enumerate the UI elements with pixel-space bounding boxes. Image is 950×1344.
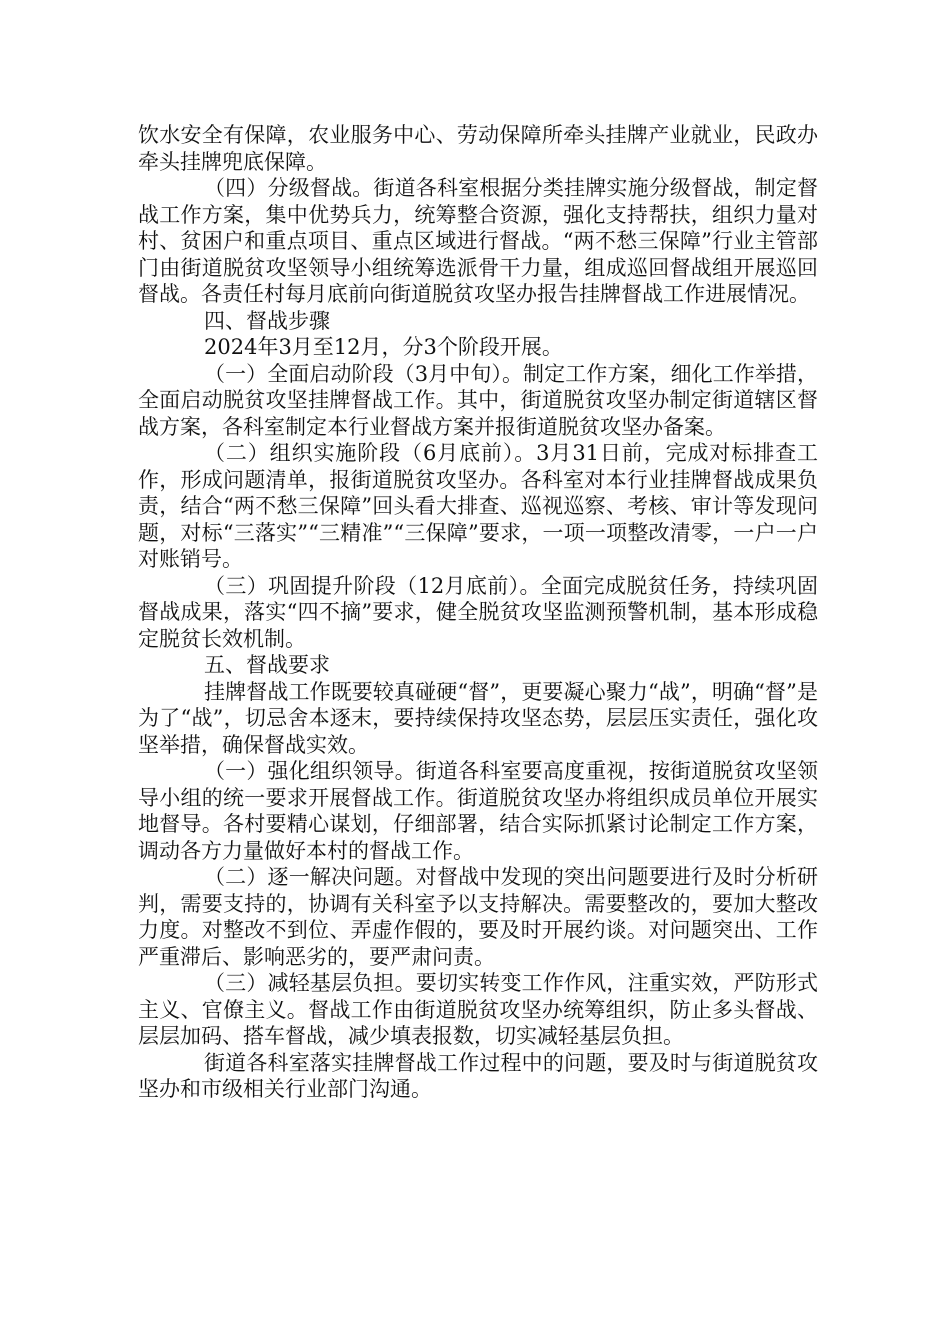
paragraph-requirement-three: （三）减轻基层负担。要切实转变工作作风，注重实效，严防形式主义、官僚主义。督战工作由街道脱贫攻坚办统筹组织，防止多头督战、层层加码、搭车督战，减少填表报数，切实减轻基层负担。 xyxy=(138,971,818,1048)
section-heading-requirements: 五、督战要求 xyxy=(204,653,330,677)
paragraph-requirement-two: （二）逐一解决问题。对督战中发现的突出问题要进行及时分析研判，需要支持的，协调有关科室予以支持解决。需要整改的，要加大整改力度。对整改不到位、弄虚作假的，要及时开展约谈。对问题突出、工作严重滞后、影响恶劣的，要严肃问责。 xyxy=(138,865,818,969)
paragraph-phase-one: （一）全面启动阶段（3月中旬）。制定工作方案，细化工作举措，全面启动脱贫攻坚挂牌督战工作。其中，街道脱贫攻坚办制定街道辖区督战方案，各科室制定本行业督战方案并报街道脱贫攻坚办备案。 xyxy=(138,361,818,439)
paragraph-graded-supervision: （四）分级督战。街道各科室根据分类挂牌实施分级督战，制定督战工作方案，集中优势兵力，统筹整合资源，强化支持帮扶，组织力量对村、贫困户和重点项目、重点区域进行督战。“两不愁三保障”行业主管部门由街道脱贫攻坚领导小组统筹选派骨干力量，组成巡回督战组开展巡回督战。各责任村每月底前向街道脱贫攻坚办报告挂牌督战工作进展情况。 xyxy=(138,176,818,306)
paragraph-continuation: 饮水安全有保障，农业服务中心、劳动保障所牵头挂牌产业就业，民政办牵头挂牌兜底保障。 xyxy=(138,123,818,174)
paragraph-phase-three: （三）巩固提升阶段（12月底前）。全面完成脱贫任务，持续巩固督战成果，落实“四不摘”要求，健全脱贫攻坚监测预警机制，基本形成稳定脱贫长效机制。 xyxy=(138,573,818,651)
document-body xyxy=(138,122,818,1103)
paragraph-closing: 街道各科室落实挂牌督战工作过程中的问题，要及时与街道脱贫攻坚办和市级相关行业部门沟通。 xyxy=(138,1050,818,1101)
paragraph-timeline: 2024年3月至12月，分3个阶段开展。 xyxy=(204,335,563,359)
paragraph-requirements-intro: 挂牌督战工作既要较真碰硬“督”，更要凝心聚力“战”，明确“督”是为了“战”，切忌舍本逐末，要持续保持攻坚态势，层层压实责任，强化攻坚举措，确保督战实效。 xyxy=(138,679,818,757)
section-heading-steps: 四、督战步骤 xyxy=(204,308,330,333)
paragraph-phase-two: （二）组织实施阶段（6月底前）。3月31日前，完成对标排查工作，形成问题清单，报街道脱贫攻坚办。各科室对本行业挂牌督战成果负责，结合“两不愁三保障”回头看大排查、巡视巡察、考核、审计等发现问题，对标“三落实”“三精准”“三保障”要求，一项一项整改清零，一户一户对账销号。 xyxy=(138,441,818,571)
paragraph-requirement-one: （一）强化组织领导。街道各科室要高度重视，按街道脱贫攻坚领导小组的统一要求开展督战工作。街道脱贫攻坚办将组织成员单位开展实地督导。各村要精心谋划，仔细部署，结合实际抓紧讨论制定工作方案，调动各方力量做好本村的督战工作。 xyxy=(138,759,818,863)
